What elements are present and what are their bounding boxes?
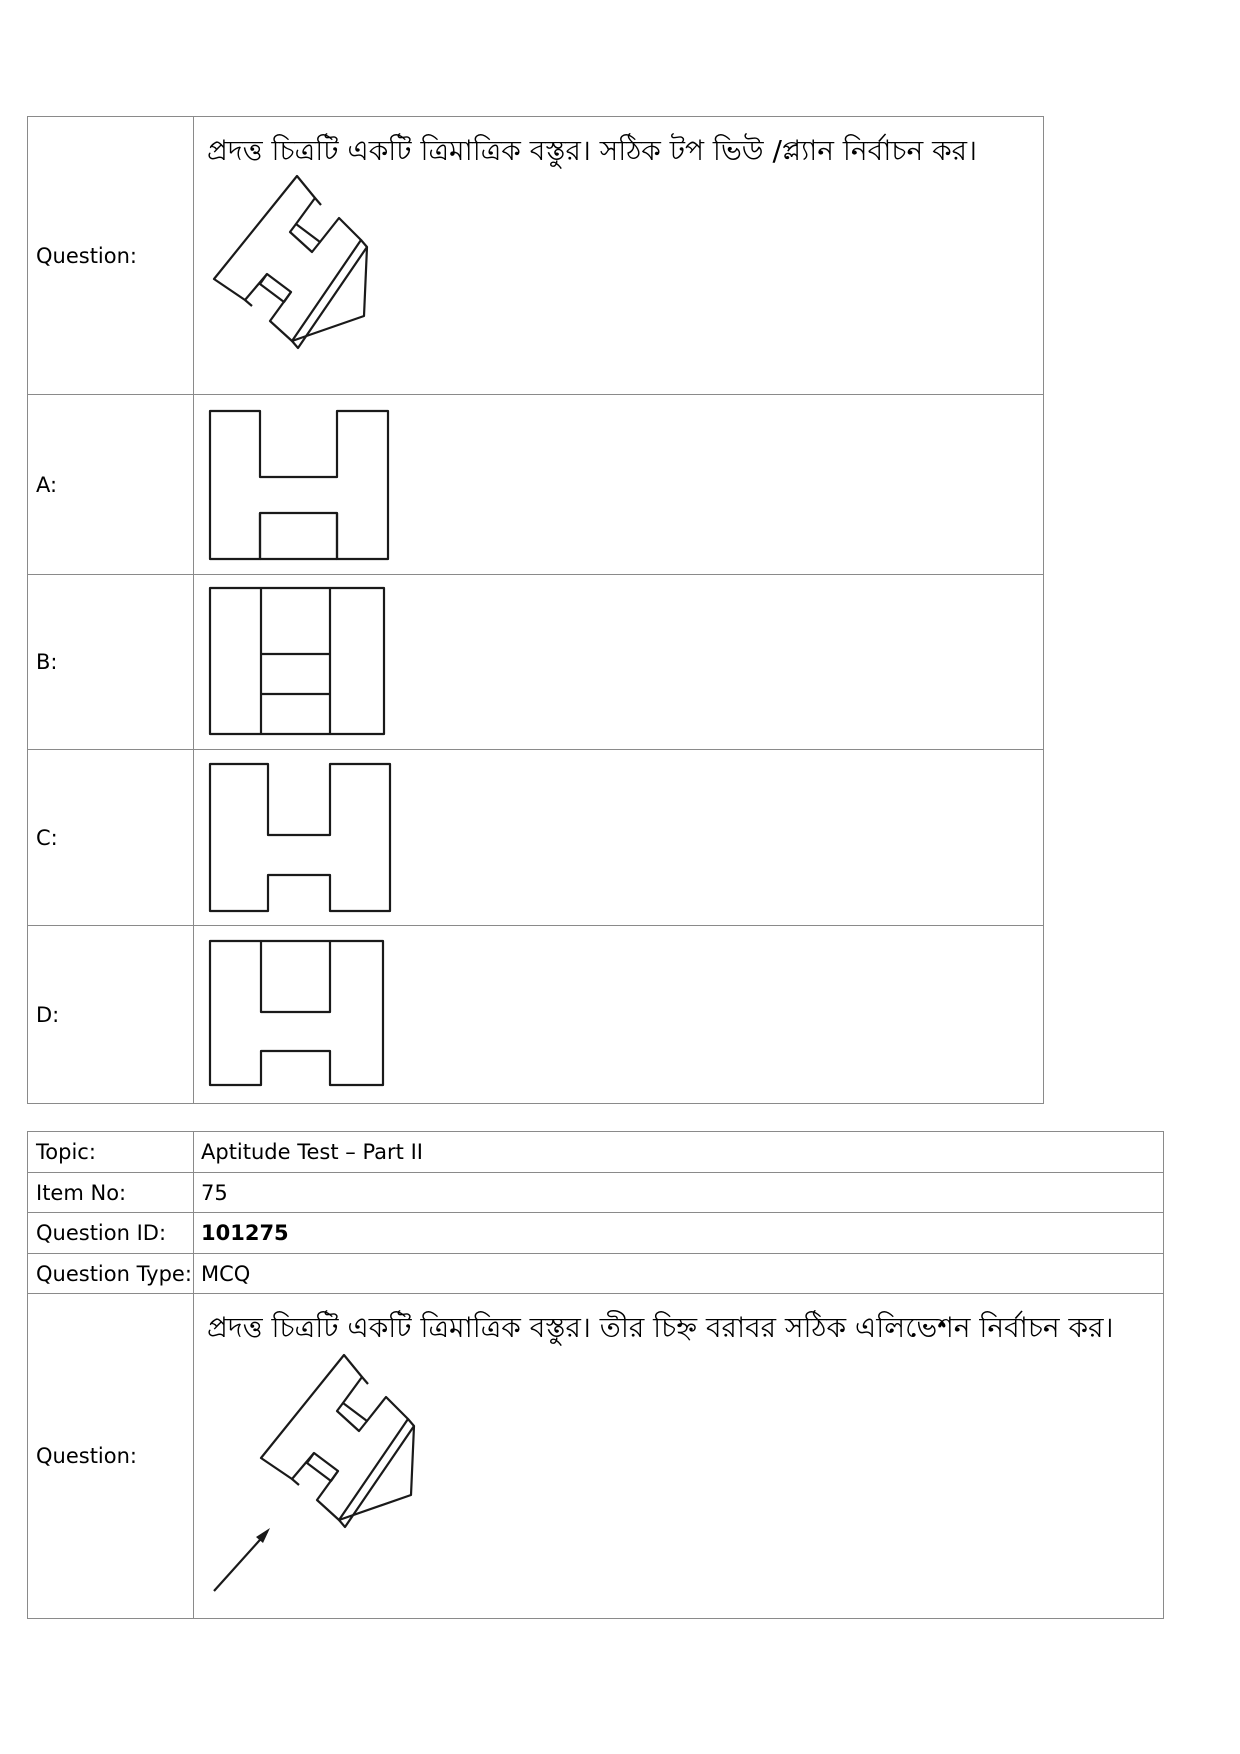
option-b-label: B: <box>28 575 194 750</box>
topic-label: Topic: <box>28 1132 194 1173</box>
option-c-cell[interactable] <box>194 750 1044 926</box>
question-text: প্রদত্ত চিত্রটি একটি ত্রিমাত্রিক বস্তুর। সঠিক টপ ভিউ /প্ল্যান নির্বাচন কর। <box>207 134 978 167</box>
question-id-value: 101275 <box>194 1213 1164 1254</box>
isometric-h-block-icon <box>212 174 392 364</box>
question-text-2: প্রদত্ত চিত্রটি একটি ত্রিমাত্রিক বস্তুর। তীর চিহ্ন বরাবর সঠিক এলিভেশন নির্বাচন কর। <box>207 1311 1114 1344</box>
option-row-a[interactable] <box>28 395 1044 575</box>
topic-value: Aptitude Test – Part II <box>194 1132 1164 1173</box>
item-table <box>27 1131 1164 1619</box>
question-label: Question: <box>28 117 194 395</box>
question-row <box>28 117 1044 395</box>
option-b-cell[interactable] <box>194 575 1044 750</box>
option-d-cell[interactable] <box>194 926 1044 1104</box>
item-no-label: Item No: <box>28 1173 194 1213</box>
question-id-row <box>28 1213 1164 1254</box>
option-row-d[interactable] <box>28 926 1044 1104</box>
question-row-2 <box>28 1294 1164 1619</box>
question-type-row <box>28 1254 1164 1294</box>
h-plan-option-b-icon <box>208 582 408 742</box>
option-a-cell[interactable] <box>194 395 1044 575</box>
topic-row <box>28 1132 1164 1173</box>
option-c-label: C: <box>28 750 194 926</box>
h-plan-option-d-icon <box>208 935 408 1095</box>
question-table <box>27 116 1044 1104</box>
h-plan-option-a-icon <box>208 405 408 565</box>
option-row-c[interactable] <box>28 750 1044 926</box>
question-type-value: MCQ <box>194 1254 1164 1294</box>
question-cell-2 <box>194 1294 1164 1619</box>
isometric-h-block-with-arrow-icon <box>212 1353 452 1595</box>
option-a-label: A: <box>28 395 194 575</box>
option-row-b[interactable] <box>28 575 1044 750</box>
question-type-label: Question Type: <box>28 1254 194 1294</box>
item-no-row <box>28 1173 1164 1213</box>
question-label-2: Question: <box>28 1294 194 1619</box>
option-d-label: D: <box>28 926 194 1104</box>
h-plan-option-c-icon <box>208 758 408 918</box>
question-cell <box>194 117 1044 395</box>
item-no-value: 75 <box>194 1173 1164 1213</box>
question-id-label: Question ID: <box>28 1213 194 1254</box>
